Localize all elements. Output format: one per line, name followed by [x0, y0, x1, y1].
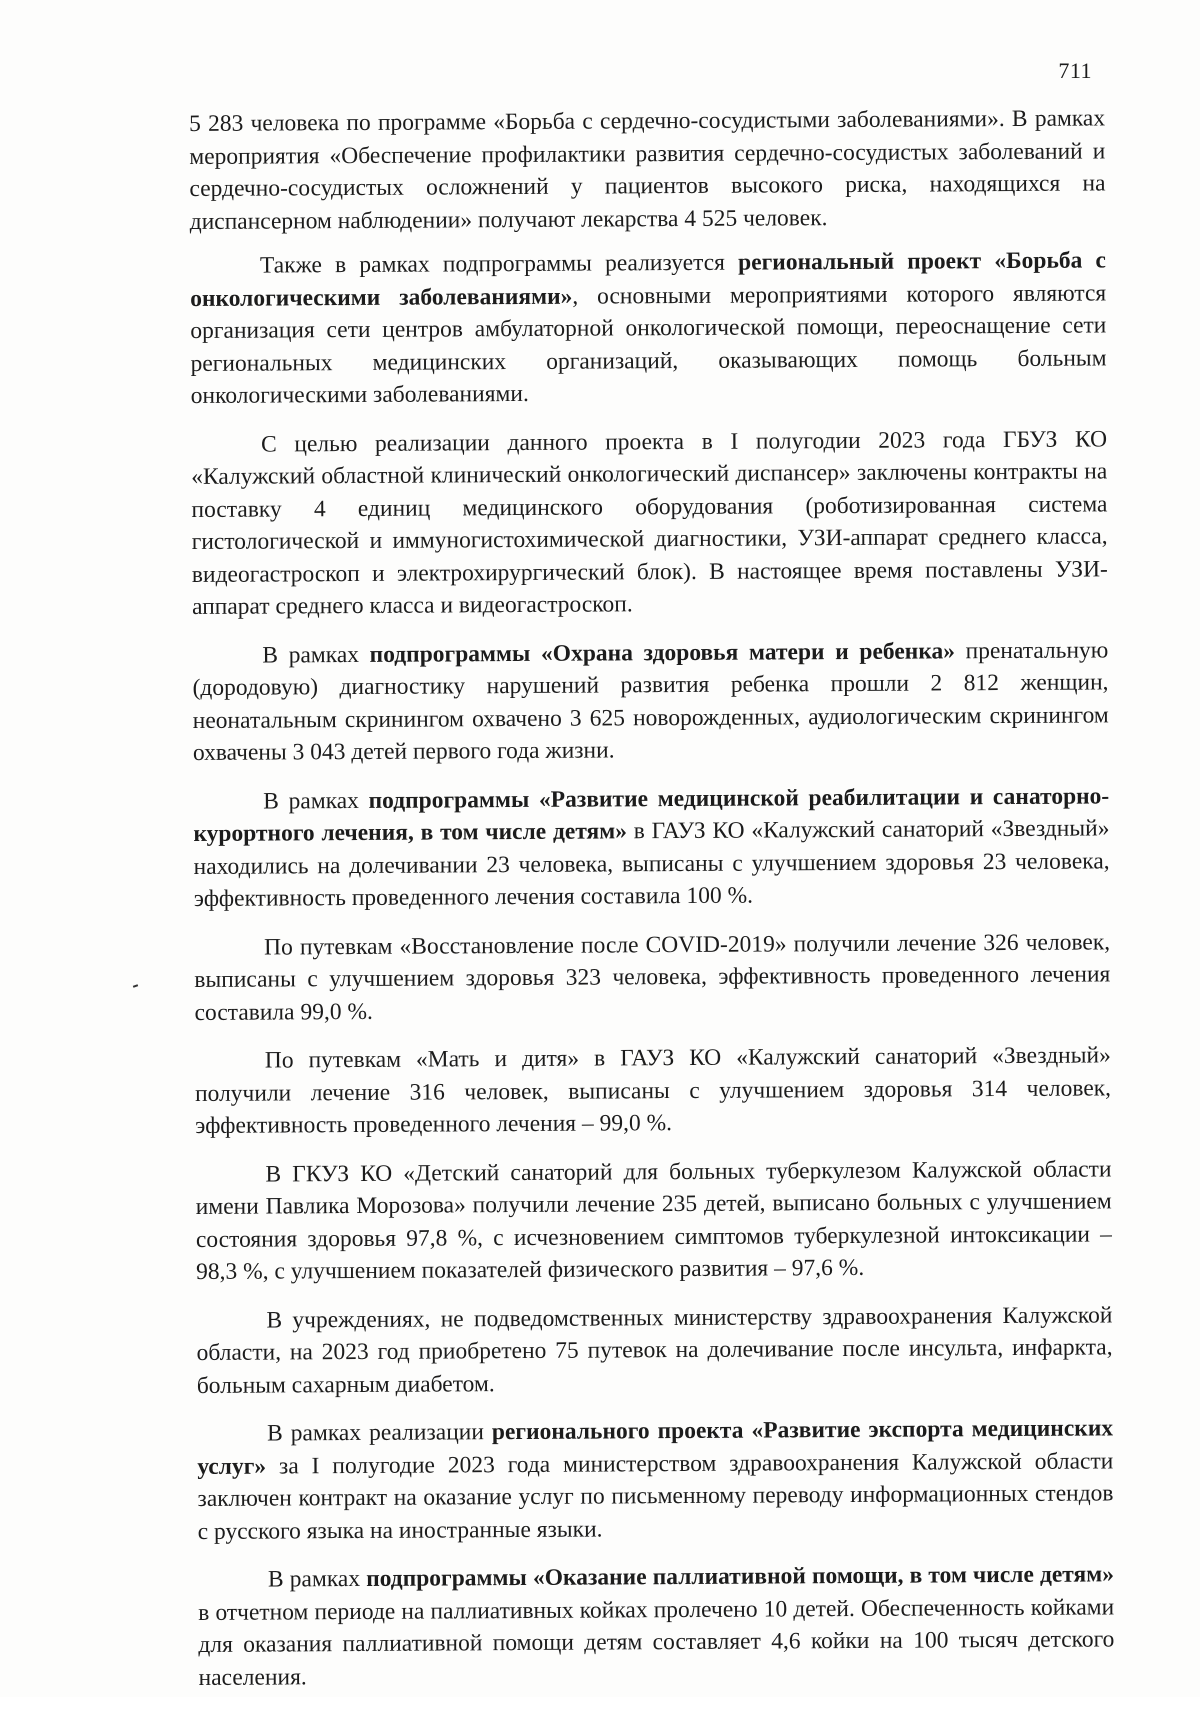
- paragraph: [192, 634, 1109, 770]
- paragraph-text: По путевкам «Мать и дитя» в ГАУЗ КО «Калужский санаторий «Звездный» получили лечение 316 человек, выписаны с улучшением здоровья 314 человек, эффективность проведенного лечения – 99,0 %.: [194, 1042, 1112, 1139]
- paragraph: [194, 926, 1111, 1029]
- paragraph-bold-text: подпрограммы «Охрана здоровья матери и ребенка»: [369, 637, 956, 668]
- paragraph-text: , основными мероприятиями которого являются организация сети центров амбулаторной онкологической помощи, переоснащение сети региональных медицинских организаций, оказывающих помощь больным онкологическими заболеваниями.: [190, 279, 1107, 409]
- paragraph-bold-text: регионального проекта «Развитие экспорта медицинских услуг»: [197, 1415, 1114, 1480]
- paragraph-bold-text: подпрограммы «Развитие медицинской реабилитации и санаторно-курортного лечения, в том числе детям»: [193, 782, 1110, 847]
- paragraph-text: В рамках реализации: [267, 1419, 492, 1447]
- paragraph-bold-text: подпрограммы «Оказание паллиативной помощи, в том числе детям»: [366, 1561, 1115, 1592]
- paragraph: [195, 1153, 1112, 1289]
- paragraph: [190, 244, 1107, 412]
- paragraph-text: пренатальную (дородовую) диагностику нарушений развития ребенка прошли 2 812 женщин, неонатальным скринингом охвачено 3 625 новорожденных, аудиологическим скринингом охвачены 3 043 детей первого года жизни.: [192, 636, 1109, 766]
- paragraph-text: 5 283 человека по программе «Борьба с сердечно-сосудистыми заболеваниями». В рамках мероприятия «Обеспечение профилактики развития сердечно-сосудистых заболеваний и сердечно-сосудистых осложнений у пациентов высокого риска, находящихся на диспансерном наблюдении» получают лекарства 4 525 человек.: [189, 105, 1106, 235]
- paragraph-text: Также в рамках подпрограммы реализуется: [259, 249, 739, 279]
- paragraph-text: В рамках: [263, 787, 369, 815]
- paragraph: [189, 102, 1106, 238]
- paragraph: [193, 780, 1110, 916]
- paragraph: [198, 1558, 1115, 1694]
- paragraph-text: С целью реализации данного проекта в I полугодии 2023 года ГБУЗ КО «Калужский областной клинический онкологический диспансер» заключены контракты на поставку 4 единиц медицинского оборудования (роботизированная система гистологической и иммуногистохимической диагностики, УЗИ-аппарат среднего класса, видеогастроскоп и электрохирургический блок). В настоящее время поставлены УЗИ-аппарат среднего класса и видеогастроскоп.: [191, 425, 1108, 620]
- paragraph-text: В рамках: [262, 641, 370, 669]
- paragraph-text: за I полугодие 2023 года министерством здравоохранения Калужской области заключен контракт на оказание услуг по письменному переводу информационных стендов с русского языка на иностранные языки.: [197, 1447, 1114, 1545]
- paragraph-text: в ГАУЗ КО «Калужский санаторий «Звездный» находились на долечивании 23 человека, выписаны с улучшением здоровья 23 человека, эффективность проведенного лечения составила 100 %.: [193, 815, 1110, 912]
- page-number: 711: [1058, 58, 1092, 83]
- paragraph: [196, 1299, 1113, 1402]
- document-body: [189, 102, 1115, 1710]
- paragraph-text: В ГКУЗ КО «Детский санаторий для больных туберкулезом Калужской области имени Павлика Морозова» получили лечение 235 детей, выписано больных с улучшением состояния здоровья 97,8 %, с исчезновением симптомов туберкулезной интоксикации – 98,3 %, с улучшением показателей физического развития – 97,6 %.: [195, 1155, 1112, 1285]
- paragraph: [197, 1412, 1114, 1548]
- paragraph-text: По путевкам «Восстановление после COVID-2019» получили лечение 326 человек, выписаны с улучшением здоровья 323 человека, эффективность проведенного лечения составила 99,0 %.: [194, 928, 1111, 1026]
- paragraph-text: В учреждениях, не подведомственных министерству здравоохранения Калужской области, на 2023 год приобретено 75 путевок на долечивание после инсульта, инфаркта, больным сахарным диабетом.: [196, 1301, 1113, 1399]
- paragraph-text: В рамках: [267, 1565, 367, 1593]
- paragraph-bold-text: региональный проект «Борьба с онкологическими заболеваниями»: [190, 247, 1107, 312]
- scan-artifact-mark: [133, 984, 138, 988]
- paragraph: [191, 423, 1108, 624]
- paragraph: [195, 1039, 1112, 1142]
- paragraph-text: в отчетном периоде на паллиативных койках пролечено 10 детей. Обеспеченность койками для оказания паллиативной помощи детям составляет 4,6 койки на 100 тысяч детского населения.: [198, 1593, 1115, 1691]
